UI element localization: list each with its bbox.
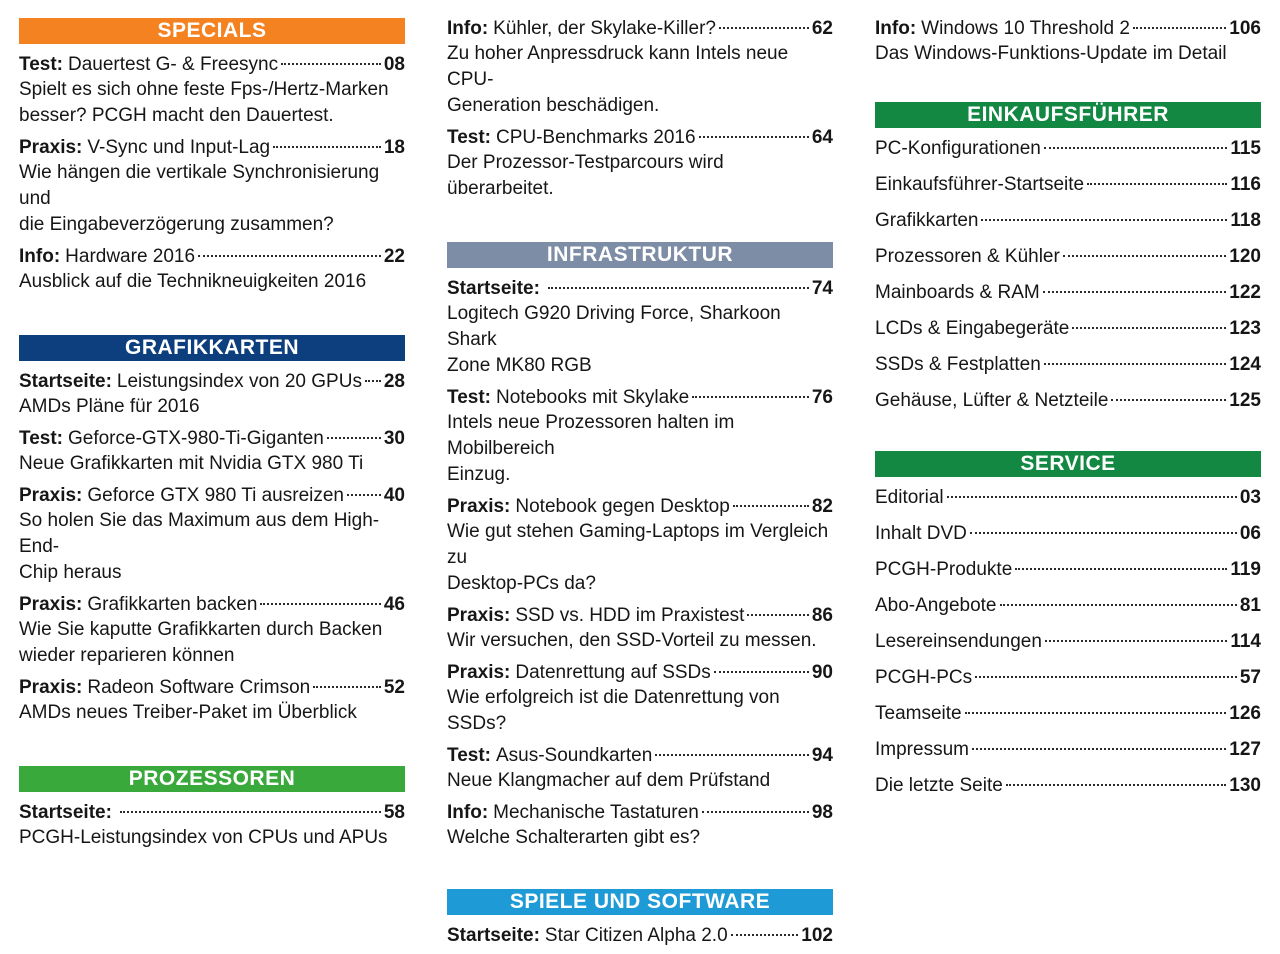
entry-description: Wie hängen die vertikale Synchronisierung und <box>19 162 380 209</box>
entry-kind: Test: <box>447 127 491 148</box>
toc-entry[interactable] <box>875 316 1261 341</box>
entry-description: Ausblick auf die Technikneuigkeiten 2016 <box>19 271 367 292</box>
entry-description: Wie erfolgreich ist die Datenrettung von SSDs? <box>447 687 780 734</box>
dot-leader <box>1133 27 1226 29</box>
toc-entry-line <box>447 603 833 628</box>
entry-description: AMDs Pläne für 2016 <box>19 396 200 417</box>
page-number: 28 <box>383 371 405 392</box>
toc-entry[interactable] <box>447 276 833 379</box>
toc-entry[interactable] <box>875 244 1261 269</box>
page-number: 118 <box>1230 210 1261 231</box>
entry-title: CPU-Benchmarks 2016 <box>495 127 696 148</box>
page-number: 30 <box>383 428 405 449</box>
toc-entry[interactable] <box>447 494 833 597</box>
toc-entry-line <box>19 369 405 394</box>
entry-kind: Praxis: <box>19 594 83 615</box>
toc-entry[interactable] <box>447 923 833 948</box>
toc-entry-line <box>447 494 833 519</box>
toc-entry[interactable] <box>447 385 833 488</box>
toc-entry-line <box>447 743 833 768</box>
page-number: 119 <box>1230 559 1261 580</box>
toc-entry[interactable] <box>875 352 1261 377</box>
toc-column-right <box>875 16 1261 809</box>
toc-entry-line <box>19 244 405 269</box>
entry-kind: Startseite: <box>19 802 112 823</box>
page-number: 52 <box>383 677 405 698</box>
page-number: 123 <box>1229 318 1261 339</box>
entry-description: Generation beschädigen. <box>447 95 660 116</box>
toc-entry-line <box>19 52 405 77</box>
toc-entry-line <box>447 125 833 150</box>
entry-description: Zone MK80 RGB <box>447 355 592 376</box>
toc-entry[interactable] <box>875 737 1261 762</box>
toc-entry[interactable] <box>19 426 405 477</box>
page-number: 130 <box>1229 775 1261 796</box>
entry-description: Der Prozessor-Testparcours wird überarbeitet. <box>447 152 724 199</box>
toc-entry[interactable] <box>19 483 405 586</box>
toc-entry-line <box>875 557 1261 582</box>
toc-entry[interactable] <box>875 388 1261 413</box>
toc-entry-line <box>875 737 1261 762</box>
entry-kind: Praxis: <box>19 677 83 698</box>
section-header: SERVICE <box>875 451 1261 477</box>
page-number: 06 <box>1239 523 1261 544</box>
dot-leader <box>970 532 1237 534</box>
toc-entry-line <box>447 385 833 410</box>
entry-title: Die letzte Seite <box>875 775 1003 796</box>
entry-title: Dauertest G- & Freesync <box>67 54 279 75</box>
page-number: 62 <box>811 18 833 39</box>
page-number: 76 <box>811 387 833 408</box>
page-number: 58 <box>383 802 405 823</box>
page-number: 115 <box>1230 138 1261 159</box>
dot-leader <box>702 811 809 813</box>
page-number: 114 <box>1230 631 1261 652</box>
dot-leader <box>1044 363 1227 365</box>
entry-description: AMDs neues Treiber-Paket im Überblick <box>19 702 357 723</box>
toc-entry-line <box>875 136 1261 161</box>
page-number: 106 <box>1229 18 1261 39</box>
dot-leader <box>198 255 381 257</box>
dot-leader <box>1006 784 1227 786</box>
page-number: 74 <box>811 278 833 299</box>
toc-column-middle <box>447 16 833 954</box>
entry-kind: Praxis: <box>19 485 83 506</box>
dot-leader <box>965 712 1227 714</box>
dot-leader <box>327 437 381 439</box>
entry-description: Einzug. <box>447 464 511 485</box>
dot-leader <box>714 671 809 673</box>
page-number: 18 <box>383 137 405 158</box>
toc-entry[interactable] <box>875 172 1261 197</box>
dot-leader <box>1111 399 1226 401</box>
entry-title: Datenrettung auf SSDs <box>515 662 711 683</box>
entry-title: SSDs & Festplatten <box>875 354 1041 375</box>
entry-title: Geforce-GTX-980-Ti-Giganten <box>67 428 324 449</box>
entry-description: Wie Sie kaputte Grafikkarten durch Backen <box>19 619 383 640</box>
entry-kind: Info: <box>19 246 61 267</box>
toc-entry-line <box>875 485 1261 510</box>
page-number: 81 <box>1239 595 1261 616</box>
toc-entry[interactable] <box>19 800 405 851</box>
toc-section <box>19 335 405 726</box>
toc-entry-line <box>875 316 1261 341</box>
toc-entry[interactable] <box>875 629 1261 654</box>
toc-entry-line <box>875 280 1261 305</box>
section-header: SPECIALS <box>19 18 405 44</box>
entry-description: Spielt es sich ohne feste Fps-/Hertz-Marken <box>19 79 389 100</box>
toc-entry-line <box>19 675 405 700</box>
toc-entry[interactable] <box>875 485 1261 510</box>
toc-entry-line <box>19 135 405 160</box>
entry-title: Gehäuse, Lüfter & Netzteile <box>875 390 1109 411</box>
entry-title: PC-Konfigurationen <box>875 138 1041 159</box>
toc-entry[interactable] <box>875 773 1261 798</box>
entry-title: Windows 10 Threshold 2 <box>921 18 1130 39</box>
entry-title: Editorial <box>875 487 944 508</box>
page-number: 126 <box>1229 703 1261 724</box>
toc-section <box>875 451 1261 798</box>
toc-entry-line <box>875 629 1261 654</box>
toc-entry-line <box>875 172 1261 197</box>
entry-title: V-Sync und Input-Lag <box>87 137 271 158</box>
entry-description: Neue Klangmacher auf dem Prüfstand <box>447 770 771 791</box>
toc-section <box>19 766 405 851</box>
toc-entry[interactable] <box>447 125 833 202</box>
entry-title: Grafikkarten backen <box>87 594 258 615</box>
entry-title: Einkaufsführer-Startseite <box>875 174 1085 195</box>
page-number: 82 <box>811 496 833 517</box>
entry-title: LCDs & Eingabegeräte <box>875 318 1070 339</box>
entry-description: PCGH-Leistungsindex von CPUs und APUs <box>19 827 388 848</box>
toc-entry[interactable] <box>875 16 1261 67</box>
entry-kind: Praxis: <box>447 662 511 683</box>
dot-leader <box>719 27 809 29</box>
toc-entry-line <box>19 426 405 451</box>
toc-entry[interactable] <box>447 16 833 119</box>
toc-entry[interactable] <box>19 675 405 726</box>
toc-entry-line <box>875 593 1261 618</box>
page-number: 124 <box>1229 354 1261 375</box>
toc-entry[interactable] <box>875 208 1261 233</box>
entry-kind: Startseite: <box>19 371 112 392</box>
dot-leader <box>1045 640 1227 642</box>
entry-title: Grafikkarten <box>875 210 979 231</box>
page-number: 86 <box>811 605 833 626</box>
page-number: 64 <box>811 127 833 148</box>
dot-leader <box>947 496 1237 498</box>
toc-section <box>447 242 833 851</box>
entry-kind: Test: <box>447 387 491 408</box>
dot-leader <box>733 505 809 507</box>
dot-leader <box>1044 147 1228 149</box>
toc-entry-line <box>875 208 1261 233</box>
entry-description: Das Windows-Funktions-Update im Detail <box>875 43 1227 64</box>
toc-entry[interactable] <box>875 521 1261 546</box>
dot-leader <box>655 754 809 756</box>
entry-description: Welche Schalterarten gibt es? <box>447 827 701 848</box>
dot-leader <box>731 934 799 936</box>
entry-kind: Info: <box>447 802 489 823</box>
entry-description: Wie gut stehen Gaming-Laptops im Vergleich zu <box>447 521 829 568</box>
entry-title: Prozessoren & Kühler <box>875 246 1060 267</box>
dot-leader <box>281 63 381 65</box>
entry-description: Intels neue Prozessoren halten im Mobilbereich <box>447 412 735 459</box>
page-number: 46 <box>383 594 405 615</box>
toc-entry[interactable] <box>875 280 1261 305</box>
entry-description: Logitech G920 Driving Force, Sharkoon Shark <box>447 303 781 350</box>
toc-entry-line <box>447 800 833 825</box>
toc-entry[interactable] <box>875 701 1261 726</box>
page-number: 122 <box>1229 282 1261 303</box>
toc-entry-line <box>19 483 405 508</box>
page-number: 98 <box>811 802 833 823</box>
entry-kind: Test: <box>19 428 63 449</box>
page-number: 90 <box>811 662 833 683</box>
section-header: INFRASTRUKTUR <box>447 242 833 268</box>
entry-kind: Test: <box>447 745 491 766</box>
page-number: 03 <box>1239 487 1261 508</box>
entry-description: Wir versuchen, den SSD-Vorteil zu messen. <box>447 630 817 651</box>
entry-description: So holen Sie das Maximum aus dem High-End- <box>19 510 380 557</box>
dot-leader <box>972 748 1226 750</box>
toc-entry[interactable] <box>875 136 1261 161</box>
dot-leader <box>1063 255 1226 257</box>
dot-leader <box>975 676 1237 678</box>
entry-kind: Info: <box>875 18 917 39</box>
dot-leader <box>692 396 809 398</box>
toc-section <box>19 18 405 295</box>
entry-description: Zu hoher Anpressdruck kann Intels neue CPU- <box>447 43 789 90</box>
toc-entry-line <box>875 388 1261 413</box>
toc-entry[interactable] <box>447 800 833 851</box>
entry-description: die Eingabeverzögerung zusammen? <box>19 214 334 235</box>
entry-kind: Startseite: <box>447 925 540 946</box>
entry-title: Lesereinsendungen <box>875 631 1042 652</box>
dot-leader <box>347 494 381 496</box>
toc-entry[interactable] <box>875 665 1261 690</box>
dot-leader <box>1015 568 1227 570</box>
entry-title: Asus-Soundkarten <box>495 745 653 766</box>
toc-entry-line <box>447 923 833 948</box>
entry-title: Inhalt DVD <box>875 523 967 544</box>
toc-entry-line <box>875 665 1261 690</box>
entry-kind: Startseite: <box>447 278 540 299</box>
entry-title: Impressum <box>875 739 969 760</box>
toc-entry-line <box>875 352 1261 377</box>
entry-description: wieder reparieren können <box>19 645 235 666</box>
page-number: 57 <box>1239 667 1261 688</box>
page-number: 116 <box>1230 174 1261 195</box>
dot-leader <box>120 811 381 813</box>
dot-leader <box>1087 183 1227 185</box>
page-number: 08 <box>383 54 405 75</box>
dot-leader <box>1072 327 1226 329</box>
entry-kind: Test: <box>19 54 63 75</box>
entry-title: Notebook gegen Desktop <box>515 496 730 517</box>
dot-leader <box>699 136 809 138</box>
toc-entry[interactable] <box>19 135 405 238</box>
entry-title: Kühler, der Skylake-Killer? <box>493 18 716 39</box>
section-header: GRAFIKKARTEN <box>19 335 405 361</box>
entry-title: Radeon Software Crimson <box>87 677 311 698</box>
entry-title: PCGH-PCs <box>875 667 973 688</box>
toc-entry[interactable] <box>875 557 1261 582</box>
entry-title: PCGH-Produkte <box>875 559 1013 580</box>
toc-entry-line <box>447 16 833 41</box>
dot-leader <box>747 614 808 616</box>
entry-title: Hardware 2016 <box>65 246 196 267</box>
page-number: 40 <box>383 485 405 506</box>
entry-description: Neue Grafikkarten mit Nvidia GTX 980 Ti <box>19 453 364 474</box>
toc-entry[interactable] <box>19 369 405 420</box>
entry-kind: Praxis: <box>447 605 511 626</box>
entry-kind: Praxis: <box>447 496 511 517</box>
toc-column-left <box>19 18 405 857</box>
entry-title: Mechanische Tastaturen <box>493 802 699 823</box>
entry-title: Star Citizen Alpha 2.0 <box>544 925 728 946</box>
dot-leader <box>548 287 809 289</box>
toc-entry[interactable] <box>447 603 833 654</box>
toc-entry-line <box>875 16 1261 41</box>
toc-entry[interactable] <box>19 52 405 129</box>
dot-leader <box>1043 291 1227 293</box>
entry-title: Teamseite <box>875 703 962 724</box>
dot-leader <box>365 380 381 382</box>
toc-section <box>875 16 1261 67</box>
dot-leader <box>260 603 380 605</box>
dot-leader <box>313 686 381 688</box>
entry-description: Chip heraus <box>19 562 122 583</box>
toc-section <box>875 102 1261 413</box>
toc-entry[interactable] <box>447 743 833 794</box>
toc-entry[interactable] <box>19 244 405 295</box>
entry-title: SSD vs. HDD im Praxistest <box>515 605 745 626</box>
toc-entry-line <box>875 521 1261 546</box>
toc-entry-line <box>875 244 1261 269</box>
entry-title: Leistungsindex von 20 GPUs <box>116 371 362 392</box>
dot-leader <box>981 219 1227 221</box>
toc-entry-line <box>447 660 833 685</box>
toc-entry-line <box>875 701 1261 726</box>
entry-title: Mainboards & RAM <box>875 282 1040 303</box>
page-number: 22 <box>383 246 405 267</box>
entry-description: besser? PCGH macht den Dauertest. <box>19 105 334 126</box>
toc-entry[interactable] <box>447 660 833 737</box>
toc-section <box>447 889 833 948</box>
section-header: PROZESSOREN <box>19 766 405 792</box>
toc-section <box>447 16 833 202</box>
section-header: SPIELE UND SOFTWARE <box>447 889 833 915</box>
page-number: 125 <box>1229 390 1261 411</box>
toc-entry-line <box>19 592 405 617</box>
page-number: 102 <box>801 925 833 946</box>
toc-entry-line <box>19 800 405 825</box>
dot-leader <box>273 146 381 148</box>
entry-kind: Praxis: <box>19 137 83 158</box>
toc-entry[interactable] <box>19 592 405 669</box>
entry-description: Desktop-PCs da? <box>447 573 596 594</box>
toc-entry-line <box>447 276 833 301</box>
toc-entry[interactable] <box>875 593 1261 618</box>
dot-leader <box>1000 604 1237 606</box>
page-number: 94 <box>811 745 833 766</box>
page-number: 120 <box>1229 246 1261 267</box>
entry-title: Notebooks mit Skylake <box>495 387 690 408</box>
section-header: EINKAUFSFÜHRER <box>875 102 1261 128</box>
entry-title: Abo-Angebote <box>875 595 997 616</box>
page-number: 127 <box>1229 739 1261 760</box>
entry-title: Geforce GTX 980 Ti ausreizen <box>87 485 344 506</box>
toc-entry-line <box>875 773 1261 798</box>
entry-kind: Info: <box>447 18 489 39</box>
